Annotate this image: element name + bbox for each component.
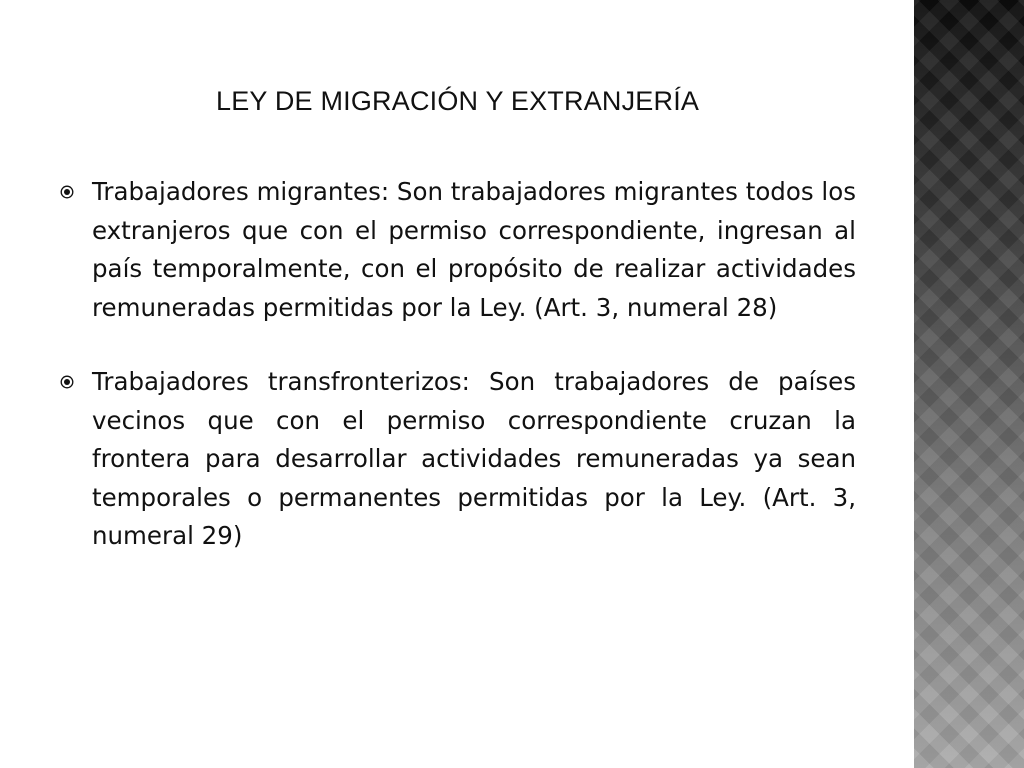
bullet-item-transfronterizos — [60, 363, 856, 556]
bullet-text: Trabajadores transfronterizos: Son trabajadores de países vecinos que con el permiso correspondiente cruzan la frontera para desarrollar actividades remuneradas ya sean temporales o permanentes permitidas por la Ley. (Art. 3, numeral 29) — [92, 367, 856, 550]
slide-title: LEY DE MIGRACIÓN Y EXTRANJERÍA — [216, 86, 700, 116]
bullet-list — [60, 173, 856, 592]
bullet-text: Trabajadores migrantes: Son trabajadores migrantes todos los extranjeros que con el permiso correspondiente, ingresan al país temporalmente, con el propósito de realizar actividades remuneradas permitidas por la Ley. (Art. 3, numeral 28) — [92, 177, 856, 322]
circle-dot-bullet-icon — [60, 375, 74, 389]
circle-dot-bullet-icon — [60, 185, 74, 199]
decorative-side-band — [914, 0, 1024, 768]
bullet-item-migrantes — [60, 173, 856, 327]
